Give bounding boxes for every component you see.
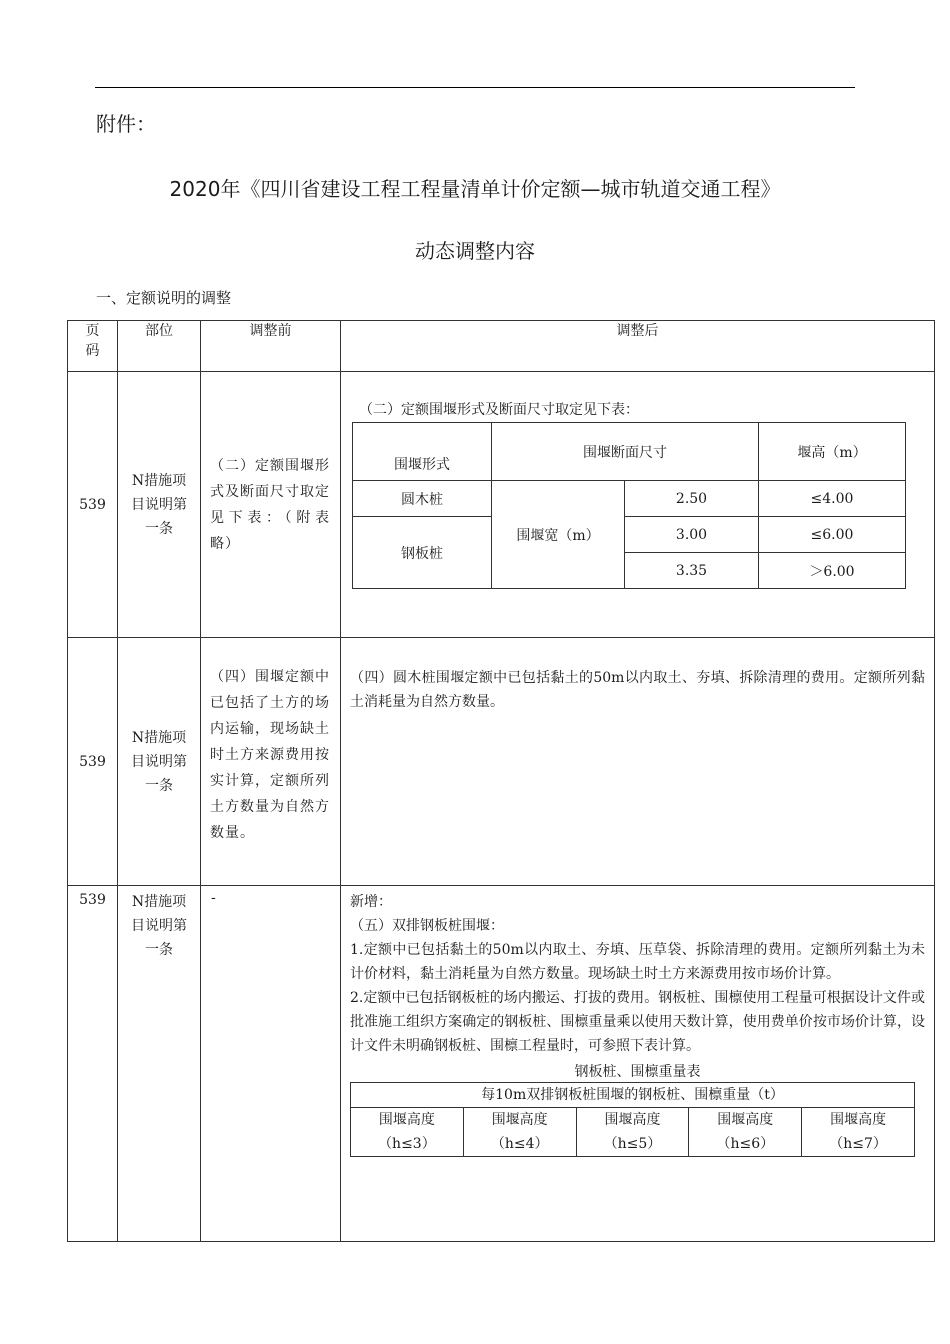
subtable-header-height: 堰高（m）: [759, 423, 906, 481]
row-after: [341, 372, 935, 638]
row-position: [118, 886, 201, 1242]
row-position: [118, 372, 201, 638]
row-before-text: （四）围堰定额中已包括了土方的场内运输，现场缺土时土方来源费用按实计算，定额所列土方数量为自然方数量。: [210, 669, 330, 841]
cofferdam-size-table: [352, 422, 906, 589]
row-after-text: （四）圆木桩围堰定额中已包括黏土的50m以内取土、夯填、拆除清理的费用。定额所列黏土消耗量为自然方数量。: [350, 670, 925, 710]
subtable-height: ＞6.00: [759, 553, 906, 589]
subtable-width: 3.35: [625, 553, 759, 589]
new-item-para-1: 1.定额中已包括黏土的50m以内取土、夯填、压草袋、拆除清理的费用。定额所列黏土为未计价材料，黏土消耗量为自然方数量。现场缺土时土方来源费用按市场价计算。: [350, 942, 925, 982]
new-item-para-2: 2.定额中已包括钢板桩的场内搬运、打拔的费用。钢板桩、围檩使用工程量可根据设计文件或批准施工组织方案确定的钢板桩、围檩重量乘以使用天数计算，使用费单价按市场价计算，设计文件未明确钢板桩、围檩工程量时，可参照下表计算。: [350, 990, 925, 1054]
header-position: 部位: [118, 321, 201, 372]
weight-col: 围堰高度 （h≤3）: [351, 1108, 464, 1157]
row-before: [201, 372, 341, 638]
row-after-intro: （二）定额围堰形式及断面尺寸取定见下表：: [359, 402, 639, 418]
row-position: [118, 638, 201, 886]
weight-col: 围堰高度 （h≤4）: [463, 1108, 576, 1157]
section-heading: 一、定额说明的调整: [96, 289, 232, 307]
weight-col: 围堰高度 （h≤5）: [576, 1108, 689, 1157]
weight-col: 围堰高度 （h≤7）: [802, 1108, 915, 1157]
row-position-text: N措施项目说明第一条: [131, 472, 187, 537]
subtable-height: ≤4.00: [759, 481, 906, 517]
header-page: 页码: [68, 321, 118, 372]
new-item-title: （五）双排钢板桩围堰：: [350, 918, 504, 934]
subtable-height: ≤6.00: [759, 517, 906, 553]
row-position-text: N措施项目说明第一条: [131, 729, 187, 794]
subtable-width: 3.00: [625, 517, 759, 553]
row-before-text: （二）定额围堰形式及断面尺寸取定见下表：（附表略）: [210, 457, 330, 552]
row-after: [341, 886, 935, 1242]
header-before: 调整前: [201, 321, 341, 372]
adjustment-table: [67, 320, 935, 1242]
subtable-form: 圆木桩: [353, 481, 492, 517]
table-row: [68, 372, 935, 638]
document-title: 2020年《四川省建设工程工程量清单计价定额—城市轨道交通工程》: [169, 177, 781, 201]
weight-table: [350, 1082, 915, 1157]
subtable-header-form: 围堰形式: [353, 423, 492, 481]
weight-col: 围堰高度 （h≤6）: [689, 1108, 802, 1157]
document-subtitle: 动态调整内容: [415, 239, 535, 263]
row-page: 539: [68, 638, 118, 886]
row-page: 539: [68, 886, 118, 1242]
attachment-label: 附件：: [96, 112, 156, 136]
subtable-form: 钢板桩: [353, 517, 492, 589]
table-row: [68, 638, 935, 886]
new-label: 新增：: [350, 894, 392, 910]
subtable-width-label: 围堰宽（m）: [492, 481, 625, 589]
subtable-header-size: 围堰断面尺寸: [492, 423, 759, 481]
row-page: 539: [68, 372, 118, 638]
row-after: [341, 638, 935, 886]
weight-table-caption: 钢板桩、围檩重量表: [574, 1064, 701, 1080]
top-rule: [95, 87, 855, 88]
table-header-row: [68, 321, 935, 372]
weight-table-header: 每10m双排钢板桩围堰的钢板桩、围檩重量（t）: [351, 1083, 915, 1108]
subtable-width: 2.50: [625, 481, 759, 517]
row-before: [201, 886, 341, 1242]
table-row: [68, 886, 935, 1242]
row-before-text: -: [211, 890, 216, 906]
row-before: [201, 638, 341, 886]
row-position-text: N措施项目说明第一条: [131, 894, 187, 958]
header-after: 调整后: [341, 321, 935, 372]
